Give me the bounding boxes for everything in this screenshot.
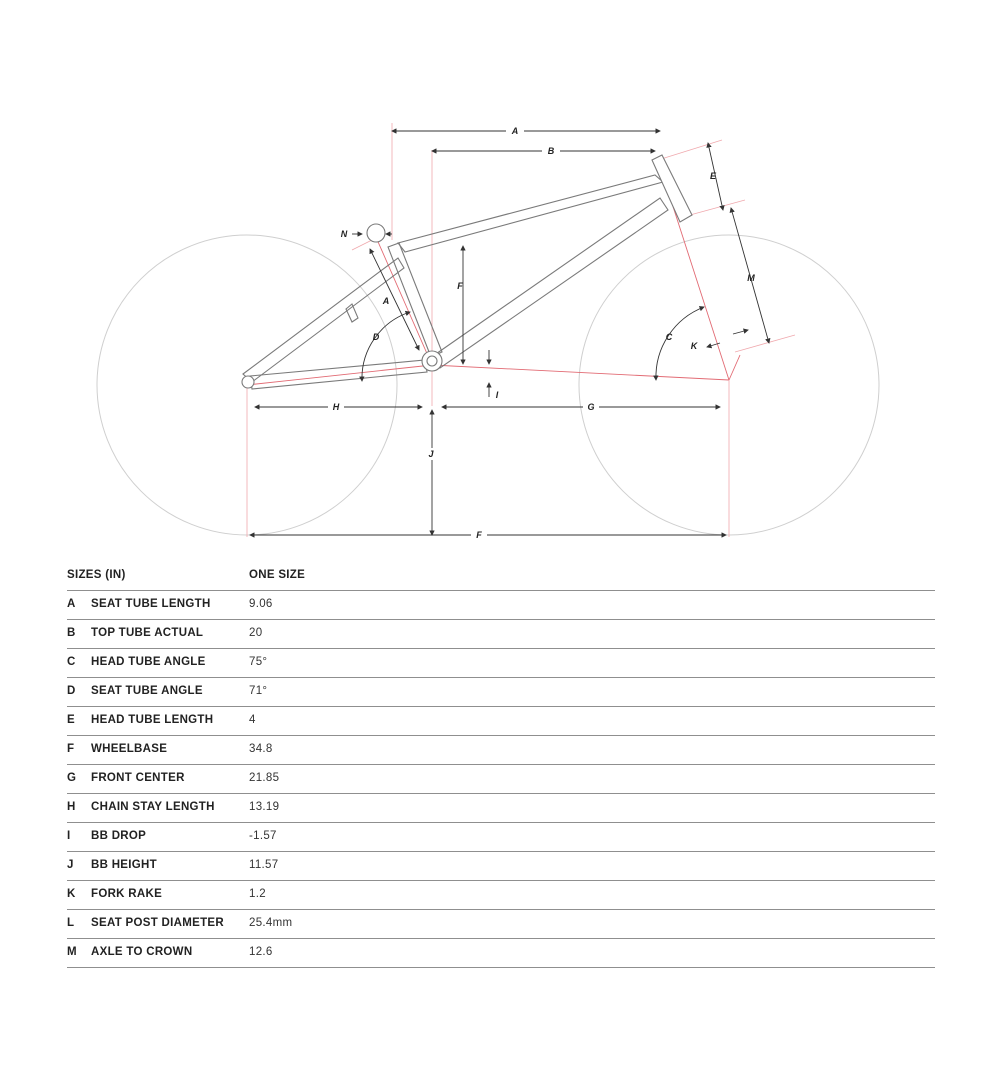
row-value: 25.4mm bbox=[249, 917, 293, 929]
table-row bbox=[67, 823, 935, 852]
row-letter: B bbox=[67, 627, 76, 639]
row-value: 11.57 bbox=[249, 859, 279, 871]
table-row bbox=[67, 910, 935, 939]
label-f-wheelbase: F bbox=[476, 530, 482, 540]
label-m: M bbox=[747, 273, 755, 283]
label-c: C bbox=[665, 332, 673, 342]
label-e: E bbox=[709, 171, 717, 181]
row-name: FORK RAKE bbox=[91, 888, 163, 900]
row-value: 75° bbox=[249, 656, 268, 668]
row-name: BB DROP bbox=[91, 830, 147, 842]
row-letter: E bbox=[67, 714, 75, 726]
label-g: G bbox=[587, 402, 595, 412]
header-one-size: ONE SIZE bbox=[249, 569, 306, 581]
row-name: WHEELBASE bbox=[91, 743, 168, 755]
row-letter: D bbox=[67, 685, 76, 697]
table-row bbox=[67, 707, 935, 736]
row-name: BB HEIGHT bbox=[91, 859, 157, 871]
label-n: N bbox=[340, 229, 348, 239]
row-value: 9.06 bbox=[249, 598, 273, 610]
label-f-stack: F bbox=[457, 281, 463, 291]
row-value: 20 bbox=[249, 627, 263, 639]
table-row bbox=[67, 794, 935, 823]
table-row bbox=[67, 620, 935, 649]
row-name: AXLE TO CROWN bbox=[91, 946, 193, 958]
row-name: HEAD TUBE ANGLE bbox=[91, 656, 206, 668]
row-name: FRONT CENTER bbox=[91, 772, 185, 784]
table-row bbox=[67, 939, 935, 968]
row-value: 71° bbox=[249, 685, 268, 697]
row-name: HEAD TUBE LENGTH bbox=[91, 714, 214, 726]
row-letter: J bbox=[67, 859, 74, 871]
table-header bbox=[67, 562, 935, 591]
row-value: 34.8 bbox=[249, 743, 273, 755]
row-letter: H bbox=[67, 801, 76, 813]
geometry-reference-lines bbox=[247, 123, 795, 537]
row-name: SEAT POST DIAMETER bbox=[91, 917, 224, 929]
table-row bbox=[67, 881, 935, 910]
row-letter: F bbox=[67, 743, 75, 755]
row-letter: A bbox=[67, 598, 76, 610]
bike-frame bbox=[242, 155, 692, 389]
label-i: I bbox=[495, 390, 499, 400]
label-b: B bbox=[547, 146, 555, 156]
row-name: SEAT TUBE LENGTH bbox=[91, 598, 211, 610]
row-letter: G bbox=[67, 772, 77, 784]
label-h: H bbox=[332, 402, 340, 412]
table-row bbox=[67, 736, 935, 765]
row-letter: L bbox=[67, 917, 75, 929]
label-d: D bbox=[372, 332, 380, 342]
row-name: TOP TUBE ACTUAL bbox=[91, 627, 204, 639]
dimension-lines bbox=[250, 131, 769, 535]
row-letter: C bbox=[67, 656, 76, 668]
header-sizes: SIZES (IN) bbox=[67, 569, 126, 581]
row-value: 1.2 bbox=[249, 888, 266, 900]
table-row bbox=[67, 591, 935, 620]
row-letter: M bbox=[67, 946, 77, 958]
row-letter: I bbox=[67, 830, 71, 842]
geometry-table bbox=[67, 562, 935, 968]
row-value: 13.19 bbox=[249, 801, 280, 813]
row-letter: K bbox=[67, 888, 76, 900]
table-row bbox=[67, 678, 935, 707]
row-value: 4 bbox=[249, 714, 256, 726]
row-value: 12.6 bbox=[249, 946, 273, 958]
row-name: SEAT TUBE ANGLE bbox=[91, 685, 203, 697]
label-a-seat: A bbox=[382, 296, 390, 306]
label-a-top: A bbox=[511, 126, 519, 136]
label-k: K bbox=[690, 341, 698, 351]
table-row bbox=[67, 765, 935, 794]
label-j: J bbox=[428, 449, 434, 459]
row-value: 21.85 bbox=[249, 772, 280, 784]
table-row bbox=[67, 852, 935, 881]
row-value: -1.57 bbox=[249, 830, 277, 842]
row-name: CHAIN STAY LENGTH bbox=[91, 801, 215, 813]
table-row bbox=[67, 649, 935, 678]
